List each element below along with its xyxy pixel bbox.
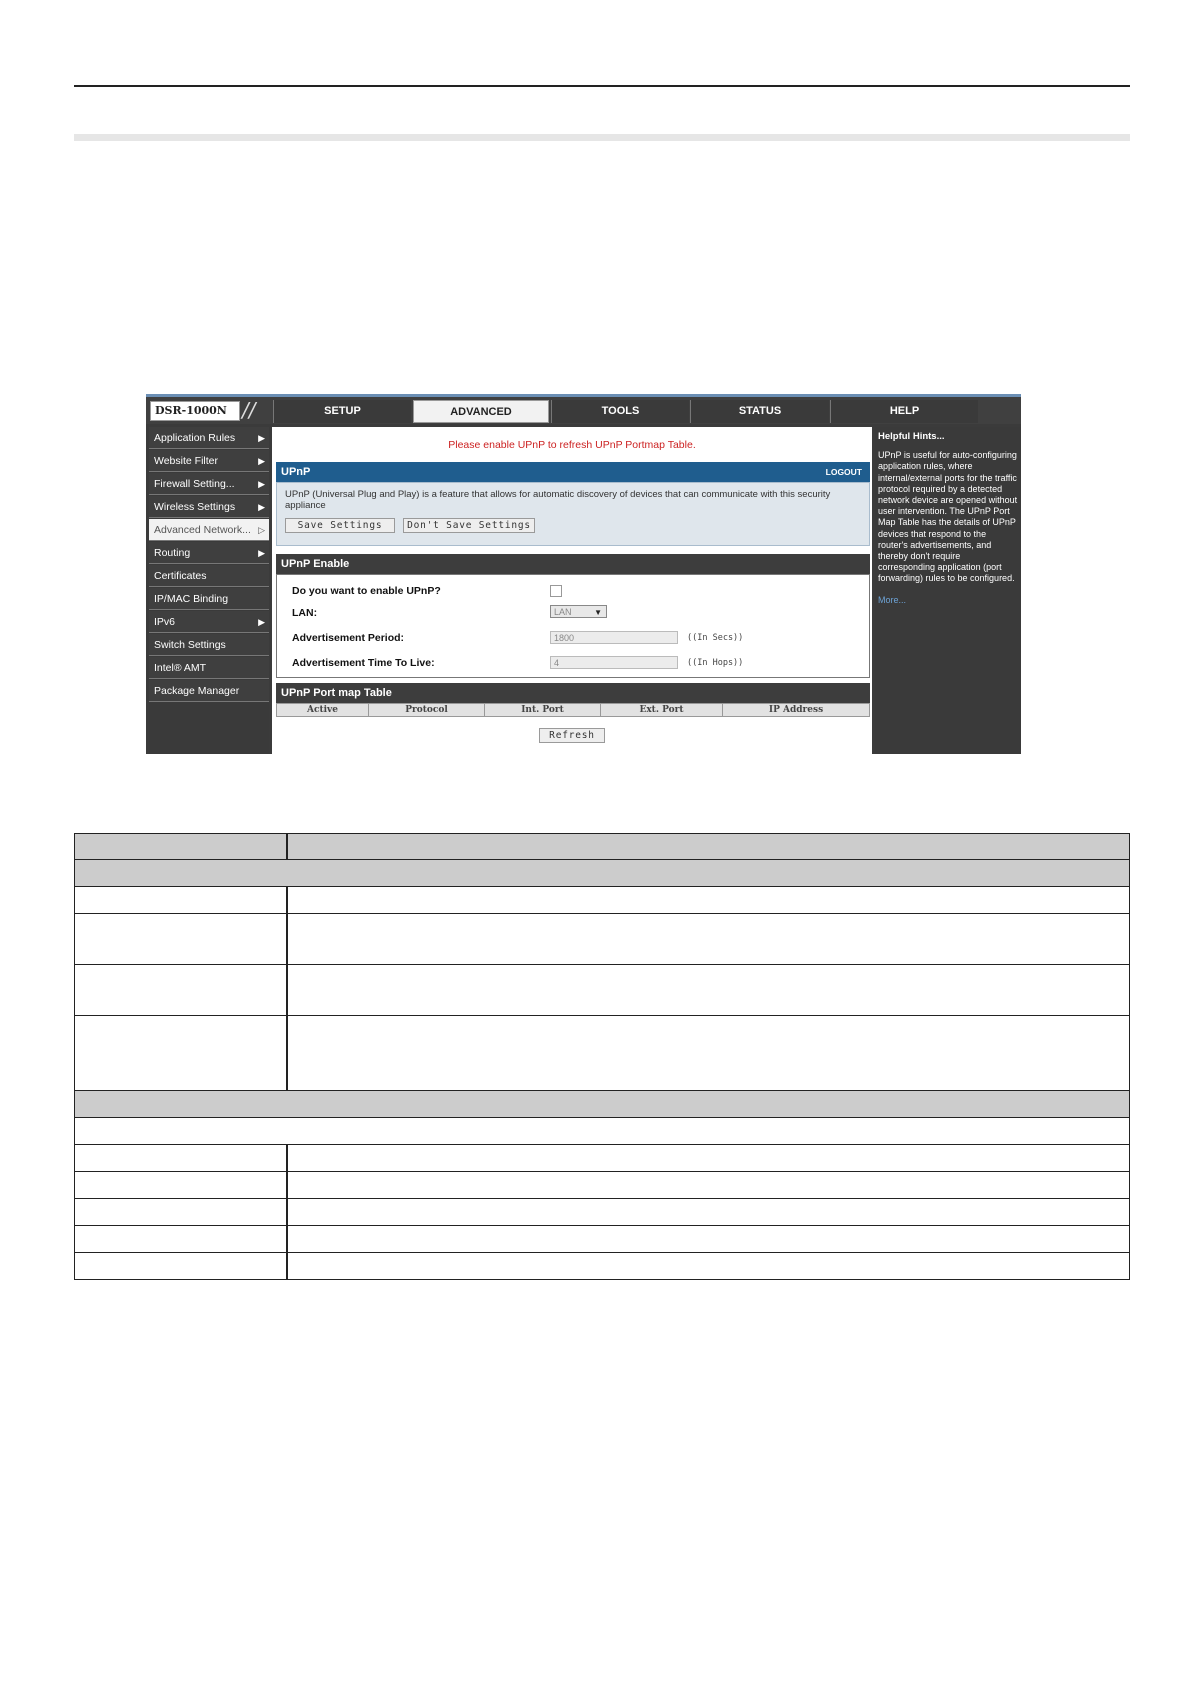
table-row (74, 1015, 1130, 1091)
chevron-right-icon: ▶ (258, 433, 265, 443)
chevron-right-icon: ▶ (258, 479, 265, 489)
sidebar-item-label: IP/MAC Binding (154, 593, 229, 605)
sidebar-item-label: Website Filter (154, 455, 218, 467)
column-protocol: Protocol (369, 704, 485, 716)
table-header-row (74, 833, 1130, 860)
top-rule (74, 85, 1130, 87)
advertisement-ttl-label: Advertisement Time To Live: (292, 657, 435, 669)
column-divider (286, 1016, 288, 1090)
portmap-table-columns (276, 703, 870, 717)
help-text: UPnP is useful for auto-configuring application rules, where internal/external ports for the traffic protocol required by a detected network device are opened without user intervention. The UPnP Port Map Table has the details of UPnP devices that respond to the router's advertisements, and thereby don't require corresponding application (port forwarding) rules to be configured. (878, 450, 1018, 584)
column-divider (286, 1199, 288, 1225)
column-divider (286, 1253, 288, 1279)
advertisement-period-unit: ((In Secs)) (687, 633, 744, 643)
sidebar-item-website-filter[interactable] (149, 450, 269, 472)
chevron-right-icon: ▶ (258, 617, 265, 627)
advertisement-ttl-input[interactable]: 4 (550, 656, 678, 669)
sidebar-item-certificates[interactable] (149, 565, 269, 587)
lan-select[interactable] (550, 605, 607, 618)
sidebar-item-package-manager[interactable] (149, 680, 269, 702)
sidebar-item-label: Intel® AMT (154, 662, 207, 674)
tab-help[interactable]: HELP (830, 400, 978, 423)
sidebar-item-label: Certificates (154, 570, 207, 582)
upnp-enable-form (276, 574, 870, 678)
logout-link[interactable]: LOGOUT (825, 467, 862, 477)
table-row (74, 913, 1130, 965)
table-row (74, 1144, 1130, 1172)
upnp-description-box (276, 482, 870, 546)
chevron-right-icon: ▶ (258, 548, 265, 558)
table-row (74, 964, 1130, 1016)
sidebar-item-ip-mac-binding[interactable] (149, 588, 269, 610)
product-logo: DSR-1000N (150, 401, 240, 421)
dont-save-settings-button[interactable]: Don't Save Settings (403, 518, 535, 533)
sidebar-item-label: IPv6 (154, 616, 176, 628)
enable-upnp-checkbox[interactable] (550, 585, 562, 597)
column-divider (286, 1226, 288, 1252)
chevron-right-icon: ▶ (258, 456, 265, 466)
refresh-button[interactable]: Refresh (539, 728, 605, 743)
sidebar-item-intel-amt[interactable] (149, 657, 269, 679)
table-row (74, 1171, 1130, 1199)
sidebar-item-label: Switch Settings (154, 639, 226, 651)
lan-label: LAN: (292, 607, 318, 619)
sidebar-item-label: Application Rules (154, 432, 236, 444)
sidebar-item-firewall-settings[interactable] (149, 473, 269, 495)
chevron-down-icon: ▼ (594, 608, 602, 617)
column-divider (286, 965, 288, 1015)
advertisement-period-label: Advertisement Period: (292, 632, 405, 644)
upnp-panel-header (276, 462, 870, 482)
table-section-row (74, 859, 1130, 887)
logo-slash-decoration: // (242, 398, 256, 422)
sidebar-item-label: Firewall Setting... (154, 478, 235, 490)
column-int-port: Int. Port (485, 704, 601, 716)
sidebar-item-switch-settings[interactable] (149, 634, 269, 656)
column-divider (286, 834, 288, 859)
portmap-table-header: UPnP Port map Table (276, 683, 870, 703)
column-divider (286, 887, 288, 913)
upnp-enable-header: UPnP Enable (276, 554, 870, 574)
description-table (74, 833, 1130, 1281)
column-divider (286, 1172, 288, 1198)
sidebar-item-application-rules[interactable] (149, 427, 269, 449)
table-subsection-row (74, 1117, 1130, 1145)
table-row (74, 1225, 1130, 1253)
sidebar-item-routing[interactable] (149, 542, 269, 564)
tab-status[interactable]: STATUS (690, 400, 829, 423)
tab-tools[interactable]: TOOLS (551, 400, 689, 423)
column-divider (286, 1145, 288, 1171)
table-row (74, 886, 1130, 914)
advertisement-period-input[interactable]: 1800 (550, 631, 678, 644)
help-panel (875, 427, 1021, 754)
upnp-panel-title: UPnP (281, 466, 311, 478)
section-band (74, 134, 1130, 141)
top-navbar (146, 397, 1021, 424)
upnp-description: UPnP (Universal Plug and Play) is a feature that allows for automatic discovery of devices that can communicate with this security appliance (285, 489, 831, 511)
router-ui-screenshot (146, 394, 1021, 754)
sidebar-item-label: Wireless Settings (154, 501, 236, 513)
column-ext-port: Ext. Port (601, 704, 723, 716)
sidebar-item-wireless-settings[interactable] (149, 496, 269, 518)
chevron-right-icon: ▶ (258, 502, 265, 512)
tab-advanced[interactable]: ADVANCED (413, 400, 549, 423)
table-row (74, 1252, 1130, 1280)
sidebar-item-label: Routing (154, 547, 191, 559)
table-row (74, 1198, 1130, 1226)
advertisement-ttl-unit: ((In Hops)) (687, 658, 744, 668)
main-content (272, 427, 872, 754)
sidebar-item-ipv6[interactable] (149, 611, 269, 633)
help-more-link[interactable]: More... (878, 594, 907, 605)
column-ip-address: IP Address (768, 705, 824, 715)
sidebar-item-advanced-network[interactable] (149, 519, 269, 541)
help-title: Helpful Hints... (878, 431, 945, 442)
lan-select-value: LAN (554, 607, 572, 617)
chevron-right-outline-icon: ▷ (258, 525, 265, 535)
table-section-row (74, 1090, 1130, 1118)
column-divider (286, 914, 288, 964)
alert-message: Please enable UPnP to refresh UPnP Portmap Table. (448, 439, 696, 451)
sidebar-item-label: Advanced Network... (154, 524, 251, 536)
tab-setup[interactable]: SETUP (273, 400, 411, 423)
sidebar-item-label: Package Manager (154, 685, 240, 697)
save-settings-button[interactable]: Save Settings (285, 518, 395, 533)
column-active: Active (277, 704, 369, 716)
enable-upnp-label: Do you want to enable UPnP? (292, 585, 441, 597)
sidebar (149, 427, 269, 754)
